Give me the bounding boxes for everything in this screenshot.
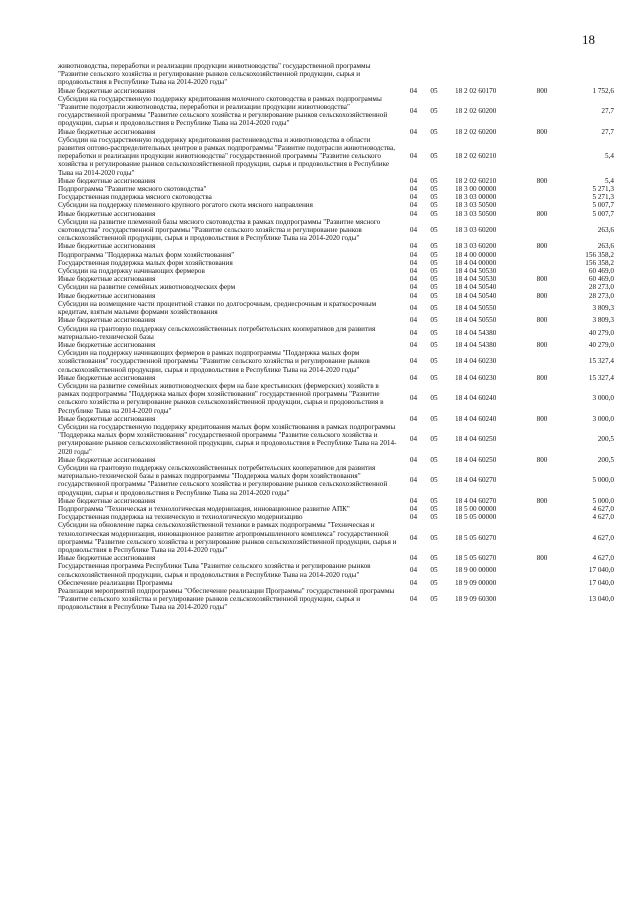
subsection-code: 05 bbox=[430, 455, 438, 464]
target-article-code: 18 4 04 50540 bbox=[455, 283, 497, 292]
subsection-code: 05 bbox=[430, 303, 438, 312]
table-row bbox=[58, 521, 614, 554]
subsection-code: 05 bbox=[430, 193, 438, 202]
amount: 5 007,7 bbox=[592, 201, 614, 210]
section-code: 04 bbox=[409, 193, 418, 202]
item-name: Субсидии на государственную поддержку кредитования малых форм хозяйствования в рамках подпрограммы "Поддержка малых форм хозяйствования" государственной программы "Развитие сельского хозяйства и регулирование рынков сельскохозяйственной продукции, сырья и продовольствия в Республике Тыва на 2014-2020 годы" bbox=[58, 422, 397, 456]
subsection-code: 05 bbox=[430, 533, 438, 542]
target-article-code: 18 2 02 60200 bbox=[455, 107, 497, 116]
section-code: 04 bbox=[409, 201, 418, 210]
item-name: Субсидии на развитие племенной базы мясного скотоводства в рамках подпрограммы "Развитие мясного скотоводства" государственной программы "Развитие сельского хозяйства и регулирование рынков сельскохозяйственной продукции, сырья и продовольствия в Республике Тыва на 2014-2020 годы" bbox=[58, 217, 381, 243]
subsection-code: 05 bbox=[430, 578, 438, 587]
amount: 28 273,0 bbox=[588, 291, 614, 300]
item-name: Иные бюджетные ассигнования bbox=[58, 316, 156, 325]
subsection-code: 05 bbox=[430, 275, 438, 284]
expense-type-code: 800 bbox=[536, 455, 548, 464]
table-row bbox=[58, 87, 614, 95]
table-row bbox=[58, 505, 614, 513]
subsection-code: 05 bbox=[430, 176, 438, 185]
table-row bbox=[58, 259, 614, 267]
table-row bbox=[58, 275, 614, 283]
item-name: Государственная поддержка на техническую и технологическую модернизацию bbox=[58, 513, 303, 522]
section-code: 04 bbox=[409, 595, 418, 604]
item-name: Субсидии на грантовую поддержку сельскохозяйственных потребительских кооперативов для развития материально-технической базы в рамках подпрограммы "Поддержка малых форм хозяйствования" государственной программы "Развитие сельского хозяйства и регулирование рынков сельскохозяйственной продукции, сырья и продовольствия в Республике Тыва на 2014-2020 годы" bbox=[58, 463, 388, 497]
target-article-code: 18 4 04 00000 bbox=[455, 258, 497, 267]
expense-type-code: 800 bbox=[536, 209, 548, 218]
target-article-code: 18 2 02 60170 bbox=[455, 86, 497, 95]
subsection-code: 05 bbox=[430, 86, 438, 95]
amount: 4 627,0 bbox=[592, 533, 614, 542]
amount: 3 000,0 bbox=[592, 414, 614, 423]
expense-type-code bbox=[526, 62, 558, 87]
target-article-code: 18 4 04 54380 bbox=[455, 328, 497, 337]
target-article-code: 18 4 04 60270 bbox=[455, 496, 497, 505]
target-article-code: 18 4 04 60230 bbox=[455, 357, 497, 366]
amount: 156 358,2 bbox=[585, 250, 614, 259]
amount: 1 752,6 bbox=[592, 86, 614, 95]
amount: 263,6 bbox=[597, 226, 614, 235]
target-article-code: 18 5 05 00000 bbox=[455, 513, 497, 522]
amount: 156 358,2 bbox=[585, 258, 614, 267]
section-code: 04 bbox=[409, 373, 418, 382]
table-row bbox=[58, 497, 614, 505]
subsection-code: 05 bbox=[430, 316, 438, 325]
amount: 4 627,0 bbox=[592, 513, 614, 522]
target-article-code: 18 4 04 60240 bbox=[455, 394, 497, 403]
section-code: 04 bbox=[409, 242, 418, 251]
section-code: 04 bbox=[409, 566, 418, 575]
expense-type-code: 800 bbox=[536, 127, 548, 136]
section-code: 04 bbox=[409, 394, 418, 403]
item-name: Реализация мероприятий подпрограммы "Обеспечение реализации Программы" государственной программы "Развитие сельского хозяйства и регулирование рынков сельскохозяйственной продукции, сырья и продовольствия в Республике Тыва на 2014-2020 годы" bbox=[58, 587, 395, 612]
amount: 17 040,0 bbox=[588, 566, 614, 575]
item-name: Субсидии на обновление парка сельскохозяйственной техники в рамках подпрограммы "Техническая и технологическая модернизация, инновационное развитие агропромышленного комплекса" государственной программы "Развитие сельского хозяйства и регулирование рынков сельскохозяйственной продукции, сырья и продовольствия в Республике Тыва на 2014-2020 годы" bbox=[58, 521, 397, 554]
section-code: 04 bbox=[409, 340, 418, 349]
subsection-code: 05 bbox=[430, 152, 438, 161]
target-article-code: 18 4 04 50550 bbox=[455, 303, 497, 312]
subsection-code: 05 bbox=[430, 595, 438, 604]
expense-type-code bbox=[526, 349, 558, 374]
section-code: 04 bbox=[409, 414, 418, 423]
table-row bbox=[58, 587, 614, 612]
table-row bbox=[58, 382, 614, 415]
amount: 27,7 bbox=[601, 107, 614, 116]
expense-type-code bbox=[526, 136, 558, 177]
target-article-code: 18 4 04 60250 bbox=[455, 455, 497, 464]
subsection-code: 05 bbox=[430, 554, 438, 563]
target-article-code: 18 3 00 00000 bbox=[455, 185, 497, 194]
expense-type-code: 800 bbox=[536, 176, 548, 185]
section-code: 04 bbox=[409, 435, 418, 444]
target-article-code: 18 4 04 60270 bbox=[455, 476, 497, 485]
item-name: Субсидии на государственную поддержку кредитования растениеводства и животноводства в области развития оптово-распределительных центров в рамках подпрограммы "Развитие подотрасли животноводства, переработки и реализации продукции животноводства" государственной программы "Развитие сельского хозяйства и регулирование рынков сельскохозяйственной продукции, сырья и продовольствия в Республике Тыва на 2014-2020 годы" bbox=[58, 135, 396, 177]
target-article-code: 18 4 04 60250 bbox=[455, 435, 497, 444]
expense-type-code bbox=[526, 423, 558, 456]
amount: 27,7 bbox=[601, 127, 614, 136]
section-code bbox=[404, 62, 423, 87]
expense-type-code bbox=[526, 562, 558, 578]
subsection-code: 05 bbox=[430, 357, 438, 366]
table-row bbox=[58, 325, 614, 341]
section-code: 04 bbox=[409, 554, 418, 563]
expense-type-code bbox=[526, 218, 558, 243]
expense-type-code bbox=[526, 505, 558, 513]
section-code: 04 bbox=[409, 496, 418, 505]
target-article-code: 18 2 02 60200 bbox=[455, 127, 497, 136]
subsection-code: 05 bbox=[430, 513, 438, 522]
section-code: 04 bbox=[409, 578, 418, 587]
amount: 200,5 bbox=[597, 435, 614, 444]
table-row bbox=[58, 267, 614, 275]
item-name: Иные бюджетные ассигнования bbox=[58, 176, 156, 185]
item-name: животноводства, переработки и реализации продукции животноводства" государственной программы "Развитие сельского хозяйства и регулирование рынков сельскохозяйственной продукции, сырья и продовольствия в Республике Тыва на 2014-2020 годы" bbox=[58, 62, 371, 87]
amount: 4 627,0 bbox=[592, 554, 614, 563]
table-row bbox=[58, 95, 614, 128]
expense-type-code bbox=[526, 579, 558, 587]
subsection-code: 05 bbox=[430, 504, 438, 513]
amount: 5 271,3 bbox=[592, 193, 614, 202]
subsection-code: 05 bbox=[430, 267, 438, 276]
budget-table-body bbox=[58, 62, 614, 612]
item-name: Иные бюджетные ассигнования bbox=[58, 291, 156, 300]
subsection-code: 05 bbox=[430, 258, 438, 267]
amount: 3 809,3 bbox=[592, 316, 614, 325]
item-name: Подпрограмма "Развитие мясного скотоводства" bbox=[58, 185, 207, 194]
target-article-code: 18 4 04 50530 bbox=[455, 267, 497, 276]
amount: 5,4 bbox=[605, 152, 614, 161]
amount: 4 627,0 bbox=[592, 504, 614, 513]
expense-type-code bbox=[526, 587, 558, 612]
table-row bbox=[58, 464, 614, 497]
section-code: 04 bbox=[409, 127, 418, 136]
amount bbox=[558, 62, 614, 87]
section-code: 04 bbox=[409, 275, 418, 284]
subsection-code: 05 bbox=[430, 435, 438, 444]
section-code: 04 bbox=[409, 267, 418, 276]
subsection-code: 05 bbox=[430, 250, 438, 259]
table-row bbox=[58, 193, 614, 201]
item-name: Подпрограмма "Техническая и технологическая модернизация, инновационное развитие АПК" bbox=[58, 504, 350, 513]
table-row bbox=[58, 136, 614, 177]
target-article-code: 18 4 04 54380 bbox=[455, 340, 497, 349]
target-article-code: 18 3 03 50500 bbox=[455, 201, 497, 210]
amount: 5 007,7 bbox=[592, 209, 614, 218]
expense-type-code: 800 bbox=[536, 340, 548, 349]
table-row bbox=[58, 562, 614, 578]
target-article-code: 18 4 04 50550 bbox=[455, 316, 497, 325]
amount: 40 279,0 bbox=[588, 340, 614, 349]
subsection-code: 05 bbox=[430, 340, 438, 349]
subsection-code: 05 bbox=[430, 496, 438, 505]
section-code: 04 bbox=[409, 185, 418, 194]
item-name: Субсидии на развитие семейных животноводческих ферм bbox=[58, 283, 236, 292]
section-code: 04 bbox=[409, 176, 418, 185]
expense-type-code bbox=[526, 464, 558, 497]
section-code: 04 bbox=[409, 357, 418, 366]
item-name: Субсидии на грантовую поддержку сельскохозяйственных потребительских кооперативов для развития материально-технической базы bbox=[58, 324, 376, 341]
item-name: Субсидии на государственную поддержку кредитования молочного скотоводства в рамках подпрограммы "Развитие подотрасли животноводства, переработки и реализации продукции животноводства" государственной программы "Развитие сельского хозяйства и регулирование рынков сельскохозяйственной продукции, сырья и продовольствия в Республике Тыва на 2014-2020 годы" bbox=[58, 94, 388, 128]
expense-type-code bbox=[526, 382, 558, 415]
section-code: 04 bbox=[409, 291, 418, 300]
item-name: Иные бюджетные ассигнования bbox=[58, 455, 156, 464]
table-row bbox=[58, 316, 614, 324]
target-article-code: 18 3 03 60200 bbox=[455, 242, 497, 251]
expense-type-code bbox=[526, 193, 558, 201]
expense-type-code: 800 bbox=[536, 316, 548, 325]
target-article-code: 18 5 05 60270 bbox=[455, 554, 497, 563]
table-row bbox=[58, 513, 614, 521]
amount: 17 040,0 bbox=[588, 578, 614, 587]
item-name: Иные бюджетные ассигнования bbox=[58, 127, 156, 136]
subsection-code: 05 bbox=[430, 414, 438, 423]
subsection-code: 05 bbox=[430, 328, 438, 337]
subsection-code: 05 bbox=[430, 242, 438, 251]
section-code: 04 bbox=[409, 226, 418, 235]
expense-type-code bbox=[526, 513, 558, 521]
item-name: Иные бюджетные ассигнования bbox=[58, 414, 156, 423]
section-code: 04 bbox=[409, 152, 418, 161]
amount: 13 040,0 bbox=[588, 595, 614, 604]
table-row bbox=[58, 554, 614, 562]
amount: 15 327,4 bbox=[588, 357, 614, 366]
amount: 40 279,0 bbox=[588, 328, 614, 337]
section-code: 04 bbox=[409, 107, 418, 116]
table-row bbox=[58, 349, 614, 374]
table-row bbox=[58, 300, 614, 316]
expense-type-code bbox=[526, 185, 558, 193]
subsection-code: 05 bbox=[430, 127, 438, 136]
expense-type-code: 800 bbox=[536, 373, 548, 382]
item-name: Иные бюджетные ассигнования bbox=[58, 242, 156, 251]
table-row bbox=[58, 242, 614, 250]
table-row bbox=[58, 579, 614, 587]
amount: 5 000,0 bbox=[592, 496, 614, 505]
item-name: Иные бюджетные ассигнования bbox=[58, 340, 156, 349]
item-name: Субсидии на поддержку начинающих фермеров bbox=[58, 267, 205, 276]
amount: 200,5 bbox=[597, 455, 614, 464]
item-name: Субсидии на поддержку племенного крупного рогатого скота мясного направления bbox=[58, 201, 313, 210]
item-name: Государственная поддержка мясного скотоводства bbox=[58, 193, 212, 202]
subsection-code: 05 bbox=[430, 291, 438, 300]
target-article-code: 18 4 04 60240 bbox=[455, 414, 497, 423]
subsection-code: 05 bbox=[430, 394, 438, 403]
table-row bbox=[58, 62, 614, 87]
target-article-code bbox=[445, 62, 526, 87]
item-name: Обеспечение реализации Программы bbox=[58, 578, 173, 587]
item-name: Государственная программа Республики Тыва "Развитие сельского хозяйства и регулирование рынков сельскохозяйственной продукции, сырья и продовольствия в Республике Тыва на 2014-2020 годы" bbox=[58, 562, 371, 579]
item-name: Иные бюджетные ассигнования bbox=[58, 209, 156, 218]
table-row bbox=[58, 128, 614, 136]
table-row bbox=[58, 341, 614, 349]
section-code: 04 bbox=[409, 258, 418, 267]
item-name: Подпрограмма "Поддержка малых форм хозяйствования" bbox=[58, 250, 235, 259]
expense-type-code bbox=[526, 259, 558, 267]
item-name: Субсидии на возмещение части процентной ставки по долгосрочным, среднесрочным и краткосрочным кредитам, взятым малыми формами хозяйствования bbox=[58, 299, 377, 317]
amount: 5 000,0 bbox=[592, 476, 614, 485]
target-article-code: 18 2 02 60210 bbox=[455, 176, 497, 185]
item-name: Иные бюджетные ассигнования bbox=[58, 554, 156, 563]
table-row bbox=[58, 456, 614, 464]
section-code: 04 bbox=[409, 513, 418, 522]
subsection-code: 05 bbox=[430, 476, 438, 485]
table-row bbox=[58, 210, 614, 218]
expense-type-code bbox=[526, 521, 558, 554]
table-row bbox=[58, 374, 614, 382]
subsection-code: 05 bbox=[430, 373, 438, 382]
target-article-code: 18 5 05 60270 bbox=[455, 533, 497, 542]
expense-type-code bbox=[526, 300, 558, 316]
table-row bbox=[58, 423, 614, 456]
expense-type-code: 800 bbox=[536, 242, 548, 251]
expense-type-code bbox=[526, 283, 558, 291]
subsection-code: 05 bbox=[430, 566, 438, 575]
subsection-code: 05 bbox=[430, 226, 438, 235]
table-row bbox=[58, 218, 614, 243]
table-row bbox=[58, 177, 614, 185]
subsection-code: 05 bbox=[430, 185, 438, 194]
item-name: Иные бюджетные ассигнования bbox=[58, 496, 156, 505]
amount: 15 327,4 bbox=[588, 373, 614, 382]
target-article-code: 18 4 04 60230 bbox=[455, 373, 497, 382]
expense-type-code bbox=[526, 251, 558, 259]
expense-type-code: 800 bbox=[536, 86, 548, 95]
subsection-code: 05 bbox=[430, 107, 438, 116]
table-row bbox=[58, 185, 614, 193]
item-name: Иные бюджетные ассигнования bbox=[58, 86, 156, 95]
table-row bbox=[58, 201, 614, 209]
section-code: 04 bbox=[409, 328, 418, 337]
table-row bbox=[58, 415, 614, 423]
target-article-code: 18 2 02 60210 bbox=[455, 152, 497, 161]
target-article-code: 18 4 04 50540 bbox=[455, 291, 497, 300]
amount: 3 000,0 bbox=[592, 394, 614, 403]
subsection-code: 05 bbox=[430, 201, 438, 210]
target-article-code: 18 4 00 00000 bbox=[455, 250, 497, 259]
section-code: 04 bbox=[409, 504, 418, 513]
target-article-code: 18 5 00 00000 bbox=[455, 504, 497, 513]
item-name: Государственная поддержка малых форм хозяйствования bbox=[58, 258, 233, 267]
amount: 5 271,3 bbox=[592, 185, 614, 194]
expense-type-code bbox=[526, 201, 558, 209]
subsection-code bbox=[423, 62, 445, 87]
expense-type-code: 800 bbox=[536, 554, 548, 563]
target-article-code: 18 3 03 50500 bbox=[455, 209, 497, 218]
subsection-code: 05 bbox=[430, 209, 438, 218]
section-code: 04 bbox=[409, 476, 418, 485]
table-row bbox=[58, 292, 614, 300]
item-name: Субсидии на развитие семейных животноводческих ферм на базе крестьянских (фермерских) хозяйств в рамках подпрограммы "Поддержка малых форм хозяйствования" государственной программы "Развитие сельского хозяйства и регулирование рынков сельскохозяйственной продукции, сырья и продовольствия в Республике Тыва на 2014-2020 годы" bbox=[58, 381, 384, 415]
target-article-code: 18 4 04 50530 bbox=[455, 275, 497, 284]
amount: 60 469,0 bbox=[588, 275, 614, 284]
table-row bbox=[58, 251, 614, 259]
section-code: 04 bbox=[409, 250, 418, 259]
page-number: 18 bbox=[582, 32, 595, 47]
amount: 60 469,0 bbox=[588, 267, 614, 276]
item-name: Иные бюджетные ассигнования bbox=[58, 275, 156, 284]
section-code: 04 bbox=[409, 86, 418, 95]
section-code: 04 bbox=[409, 283, 418, 292]
target-article-code: 18 9 09 60300 bbox=[455, 595, 497, 604]
budget-table bbox=[58, 62, 614, 612]
target-article-code: 18 9 09 00000 bbox=[455, 578, 497, 587]
expense-type-code bbox=[526, 325, 558, 341]
section-code: 04 bbox=[409, 303, 418, 312]
target-article-code: 18 3 03 60200 bbox=[455, 226, 497, 235]
item-name: Субсидии на поддержку начинающих фермеров в рамках подпрограммы "Поддержка малых форм хозяйствования" государственной программы "Развитие сельского хозяйства и регулирование рынков сельскохозяйственной продукции, сырья и продовольствия в Республике Тыва на 2014-2020 годы" bbox=[58, 349, 370, 374]
amount: 3 809,3 bbox=[592, 303, 614, 312]
expense-type-code bbox=[526, 267, 558, 275]
target-article-code: 18 9 00 00000 bbox=[455, 566, 497, 575]
expense-type-code: 800 bbox=[536, 496, 548, 505]
amount: 28 273,0 bbox=[588, 283, 614, 292]
section-code: 04 bbox=[409, 209, 418, 218]
table-row bbox=[58, 283, 614, 291]
section-code: 04 bbox=[409, 455, 418, 464]
section-code: 04 bbox=[409, 533, 418, 542]
amount: 263,6 bbox=[597, 242, 614, 251]
expense-type-code: 800 bbox=[536, 275, 548, 284]
section-code: 04 bbox=[409, 316, 418, 325]
subsection-code: 05 bbox=[430, 283, 438, 292]
expense-type-code: 800 bbox=[536, 291, 548, 300]
expense-type-code bbox=[526, 95, 558, 128]
expense-type-code: 800 bbox=[536, 414, 548, 423]
amount: 5,4 bbox=[605, 176, 614, 185]
item-name: Иные бюджетные ассигнования bbox=[58, 373, 156, 382]
target-article-code: 18 3 03 00000 bbox=[455, 193, 497, 202]
